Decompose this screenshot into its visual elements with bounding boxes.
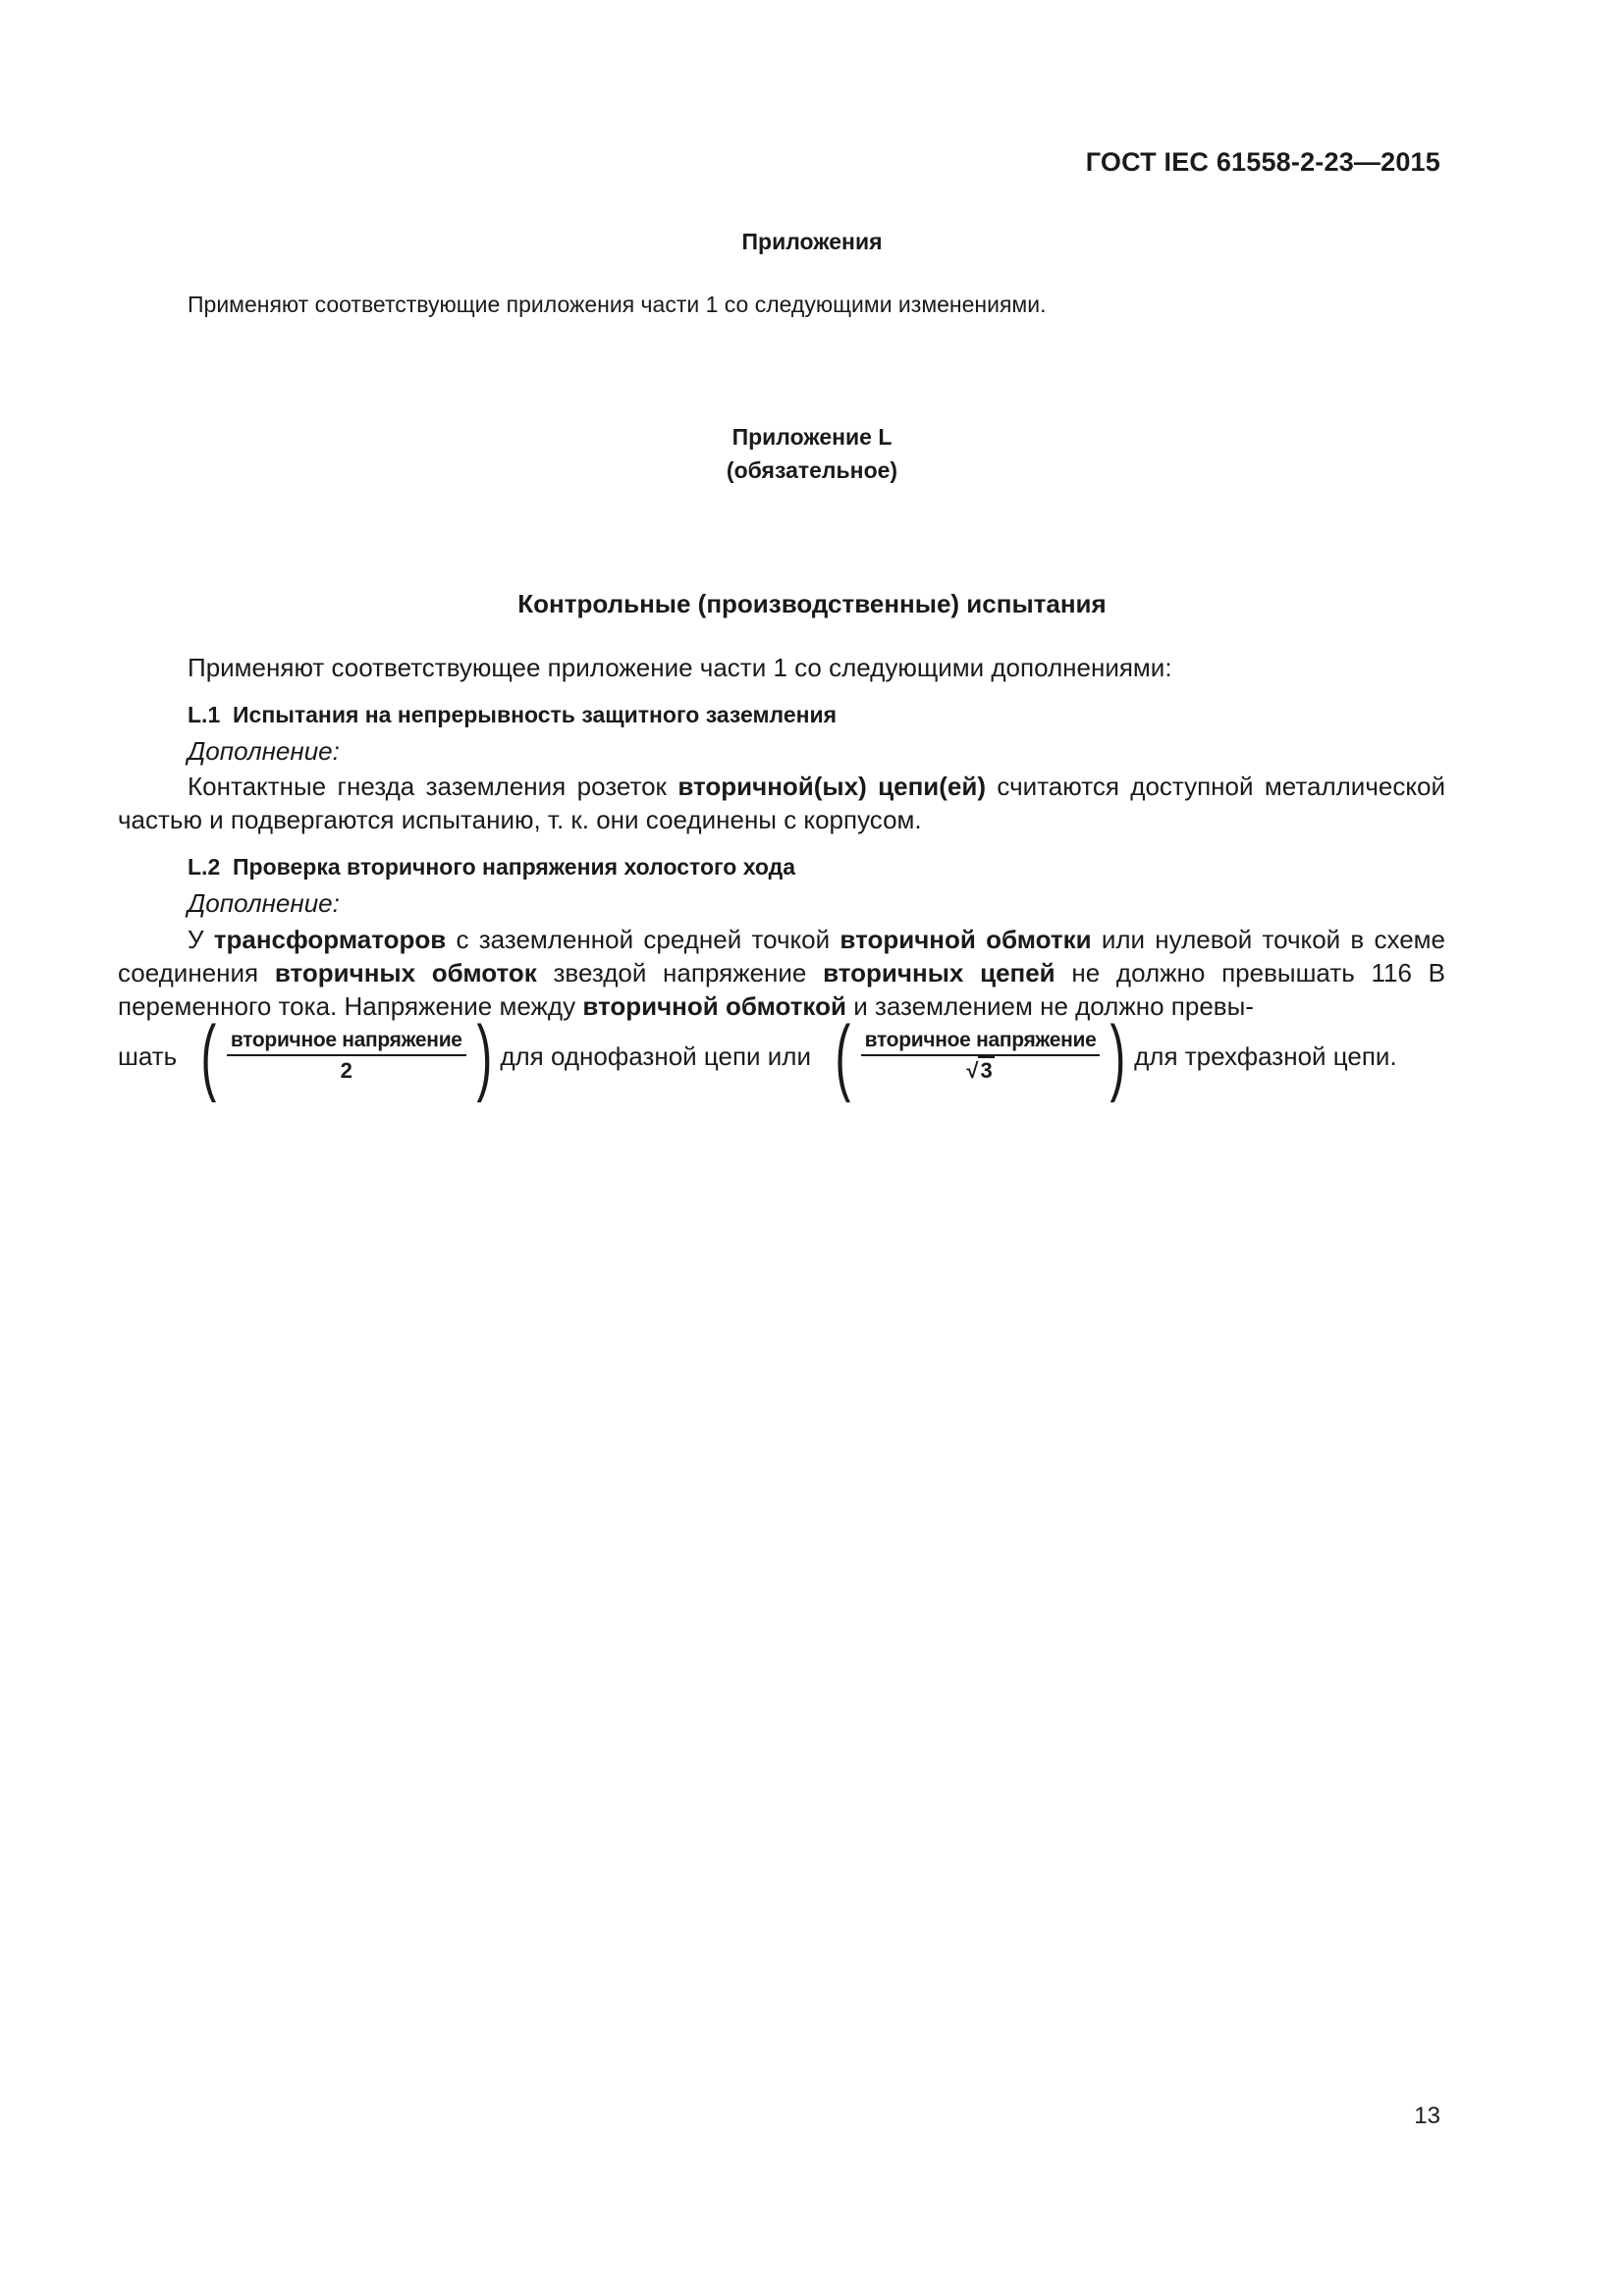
annex-l-status: (обязательное) [726, 457, 898, 483]
clause-l2-title: Проверка вторичного напряжения холостого хода [233, 854, 796, 880]
formula-2-numerator: вторичное напряжение [861, 1029, 1101, 1056]
page-number: 13 [1414, 2103, 1440, 2129]
clause-l1-number: L.1 [188, 702, 221, 727]
l2-text-1: У [188, 925, 214, 954]
radicand: 3 [980, 1058, 993, 1083]
right-paren: ) [1110, 1009, 1126, 1103]
l2-bold-2: вторичной обмотки [839, 925, 1092, 954]
annex-l-intro: Применяют соответствующее приложение части 1 со следующими дополнениями: [188, 653, 1172, 682]
document-id: ГОСТ IEC 61558-2-23—2015 [1085, 147, 1440, 177]
annex-l-heading: Контрольные (производственные) испытания [517, 589, 1107, 618]
clause-l2-paragraph [118, 923, 1445, 1023]
l2-text-5: не должно превышать 116 В переменного тока. Напряжение между [118, 958, 1445, 1021]
formula-line-start: шать [118, 1041, 178, 1071]
clause-l1-paragraph [118, 770, 1445, 836]
left-paren: ( [835, 1009, 851, 1103]
formula-three-phase [829, 1009, 1132, 1103]
l2-bold-1: трансформаторов [213, 925, 447, 954]
clause-l2-number: L.2 [188, 854, 221, 880]
clause-l1-note-label: Дополнение: [188, 736, 340, 766]
l2-text-6: и заземлением не должно превы- [845, 991, 1254, 1021]
formula-line [118, 1009, 1397, 1103]
l2-bold-5: вторичной обмоткой [582, 991, 846, 1021]
formula-1-denominator: 2 [340, 1058, 352, 1083]
l2-bold-4: вторичных цепей [823, 958, 1056, 988]
clause-l2-heading [188, 854, 795, 881]
l2-text-2: с заземленной средней точкой [446, 925, 840, 954]
left-paren: ( [200, 1009, 217, 1103]
fraction [223, 1022, 470, 1091]
square-root-icon: √ [966, 1058, 979, 1083]
clause-l1-text-1: Контактные гнезда заземления розеток [188, 772, 678, 801]
formula-2-denominator [966, 1056, 994, 1084]
l2-bold-3: вторичных обмоток [274, 958, 537, 988]
annex-l-title: Приложение L [731, 424, 893, 450]
clause-l1-title: Испытания на непрерывность защитного заземления [233, 702, 838, 727]
formula-mid-text: для однофазной цепи или [500, 1041, 811, 1071]
clause-l1-heading [188, 702, 837, 728]
l2-text-4: звездой напряжение [536, 958, 824, 988]
clause-l1-text-2: считаются доступной металлической частью и подвергаются испытанию, т. к. они соединены с корпусом. [118, 772, 1445, 834]
formula-single-phase [194, 1009, 498, 1103]
annex-l-title-block [0, 420, 1624, 487]
annexes-intro: Применяют соответствующие приложения части 1 со следующими изменениями. [188, 292, 1047, 317]
formula-1-numerator: вторичное напряжение [227, 1029, 466, 1056]
clause-l1-bold-term: вторичной(ых) цепи(ей) [677, 772, 987, 801]
right-paren: ) [476, 1009, 492, 1103]
annexes-title: Приложения [741, 229, 883, 254]
formula-end-text: для трехфазной цепи. [1134, 1041, 1397, 1071]
l2-text-3: или нулевой точкой в схеме соединения [118, 925, 1445, 988]
clause-l2-note-label: Дополнение: [188, 888, 340, 918]
fraction [857, 1022, 1105, 1091]
